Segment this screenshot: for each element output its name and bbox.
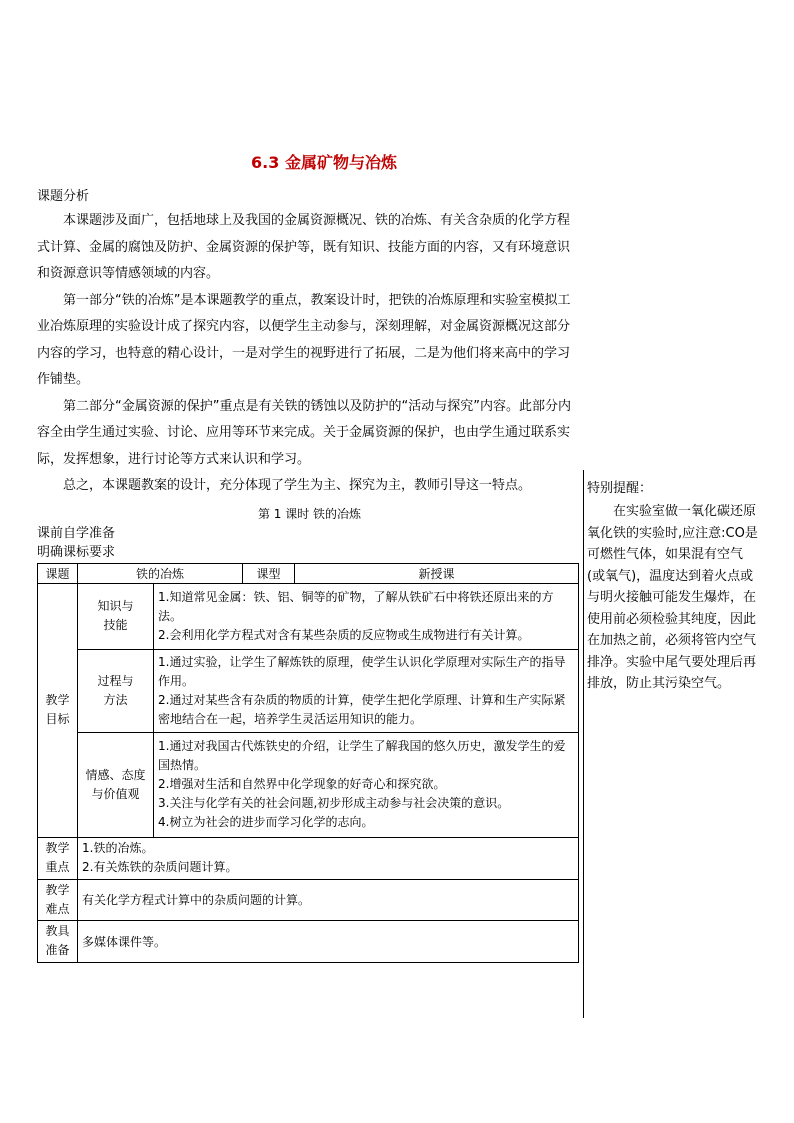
goals-label-cell <box>38 583 78 837</box>
tools-cell: 多媒体课件等。 <box>78 920 579 962</box>
header-type-value: 新授课 <box>295 563 579 583</box>
key-points-label <box>38 837 78 879</box>
analysis-paragraph-1: 本课题涉及面广，包括地球上及我国的金属资源概况、铁的冶炼、有关含杂质的化学方程式计算、金属的腐蚀及防护、金属资源的保护等，既有知识、技能方面的内容，又有环境意识和资源意识等情感领域的内容。 <box>37 213 571 281</box>
goal-items-attitude <box>154 732 579 837</box>
header-topic-label: 课题 <box>38 563 78 583</box>
tools-label-line: 准备 <box>45 943 70 957</box>
difficulty-label <box>38 879 78 920</box>
key-point-item: 2.有关炼铁的杂质问题计算。 <box>82 860 238 874</box>
goal-label-line: 情感、态度 <box>85 767 146 782</box>
goal-label-process <box>78 649 154 732</box>
side-note-text: 在实验室做一氧化碳还原氧化铁的实验时,应注意:CO是可燃性气体，如果混有空气(或氧气)，温度达到着火点或与明火接触可能发生爆炸，在使用前必须检验其纯度，因此在加热之前，必须将管内空气排净。实验中尾气要处理后再排放，防止其污染空气。 <box>587 504 758 691</box>
header-type-label: 课型 <box>243 563 295 583</box>
key-points-cell <box>78 837 579 879</box>
goal-item: 4.树立为社会的进步而学习化学的志向。 <box>158 815 374 829</box>
tools-label <box>38 920 78 962</box>
main-column <box>37 186 582 963</box>
requirements-heading: 明确课标要求 <box>37 544 116 560</box>
side-note-title: 特别提醒： <box>587 481 653 496</box>
goal-label-line: 知识与 <box>97 599 134 613</box>
goal-items-process <box>154 649 579 732</box>
tools-label-line: 教具 <box>45 924 70 938</box>
goal-label-attitude <box>78 732 154 837</box>
table-row <box>38 649 579 732</box>
goal-label-line: 过程与 <box>97 673 134 688</box>
goal-item: 1.知道常见金属：铁、铝、铜等的矿物，了解从铁矿石中将铁还原出来的方法。 <box>158 589 554 623</box>
goals-label-line: 目标 <box>45 712 70 726</box>
goal-item: 3.关注与化学有关的社会问题,初步形成主动参与社会决策的意识。 <box>158 796 510 810</box>
goal-items-knowledge <box>154 583 579 649</box>
goal-label-line: 技能 <box>103 618 128 632</box>
goal-label-line: 方法 <box>103 692 128 707</box>
difficulty-cell: 有关化学方程式计算中的杂质问题的计算。 <box>78 879 579 920</box>
table-row <box>38 837 579 879</box>
goal-label-line: 与价值观 <box>91 786 140 801</box>
header-topic-value: 铁的冶炼 <box>78 563 243 583</box>
page-title: 6.3 金属矿物与冶炼 <box>251 153 397 172</box>
table-row <box>38 583 579 649</box>
table-row <box>38 879 579 920</box>
goal-item: 2.会利用化学方程式对含有某些杂质的反应物或生成物进行有关计算。 <box>158 627 530 642</box>
key-point-item: 1.铁的冶炼。 <box>82 841 154 855</box>
side-note <box>587 479 759 695</box>
goal-item: 2.通过对某些含有杂质的物质的计算，使学生把化学原理、计算和生产实际紧密地结合在一起，培养学生灵活运用知识的能力。 <box>158 692 566 726</box>
difficulty-label-line: 难点 <box>45 901 70 916</box>
goal-item: 1.通过对我国古代炼铁史的介绍，让学生了解我国的悠久历史，激发学生的爱国热情。 <box>158 739 566 772</box>
table-row <box>38 920 579 962</box>
margin-divider <box>583 470 584 1018</box>
analysis-paragraph-3: 第二部分“金属资源的保护”重点是有关铁的锈蚀以及防护的“活动与探究”内容。此部分内容全由学生通过实验、讨论、应用等环节来完成。关于金属资源的保护，也由学生通过联系实际，发挥想象，进行讨论等方式来认识和学习。 <box>37 398 571 467</box>
goal-item: 2.增强对生活和自然界中化学现象的好奇心和探究欲。 <box>158 777 446 791</box>
goals-label-line: 教学 <box>45 693 70 707</box>
lesson-title: 第 1 课时 铁的冶炼 <box>257 506 362 521</box>
key-label-line: 重点 <box>45 860 70 874</box>
analysis-paragraph-2: 第一部分“铁的冶炼”是本课题教学的重点，教案设计时，把铁的冶炼原理和实验室模拟工业冶炼原理的实验设计成了探究内容，以便学生主动参与，深刻理解，对金属资源概况这部分内容的学习，也特意的精心设计，一是对学生的视野进行了拓展，二是为他们将来高中的学习作铺垫。 <box>37 292 571 387</box>
analysis-heading: 课题分析 <box>37 189 90 204</box>
analysis-paragraph-4: 总之，本课题教案的设计，充分体现了学生为主、探究为主，教师引导这一特点。 <box>63 478 532 493</box>
difficulty-label-line: 教学 <box>45 882 70 897</box>
goal-item: 1.通过实验，让学生了解炼铁的原理，使学生认识化学原理对实际生产的指导作用。 <box>158 654 566 688</box>
table-row <box>38 732 579 837</box>
table-header-row <box>38 563 579 583</box>
goal-label-knowledge <box>78 583 154 649</box>
lesson-plan-table <box>37 563 579 963</box>
key-label-line: 教学 <box>45 841 70 855</box>
prep-heading: 课前自学准备 <box>37 525 116 541</box>
